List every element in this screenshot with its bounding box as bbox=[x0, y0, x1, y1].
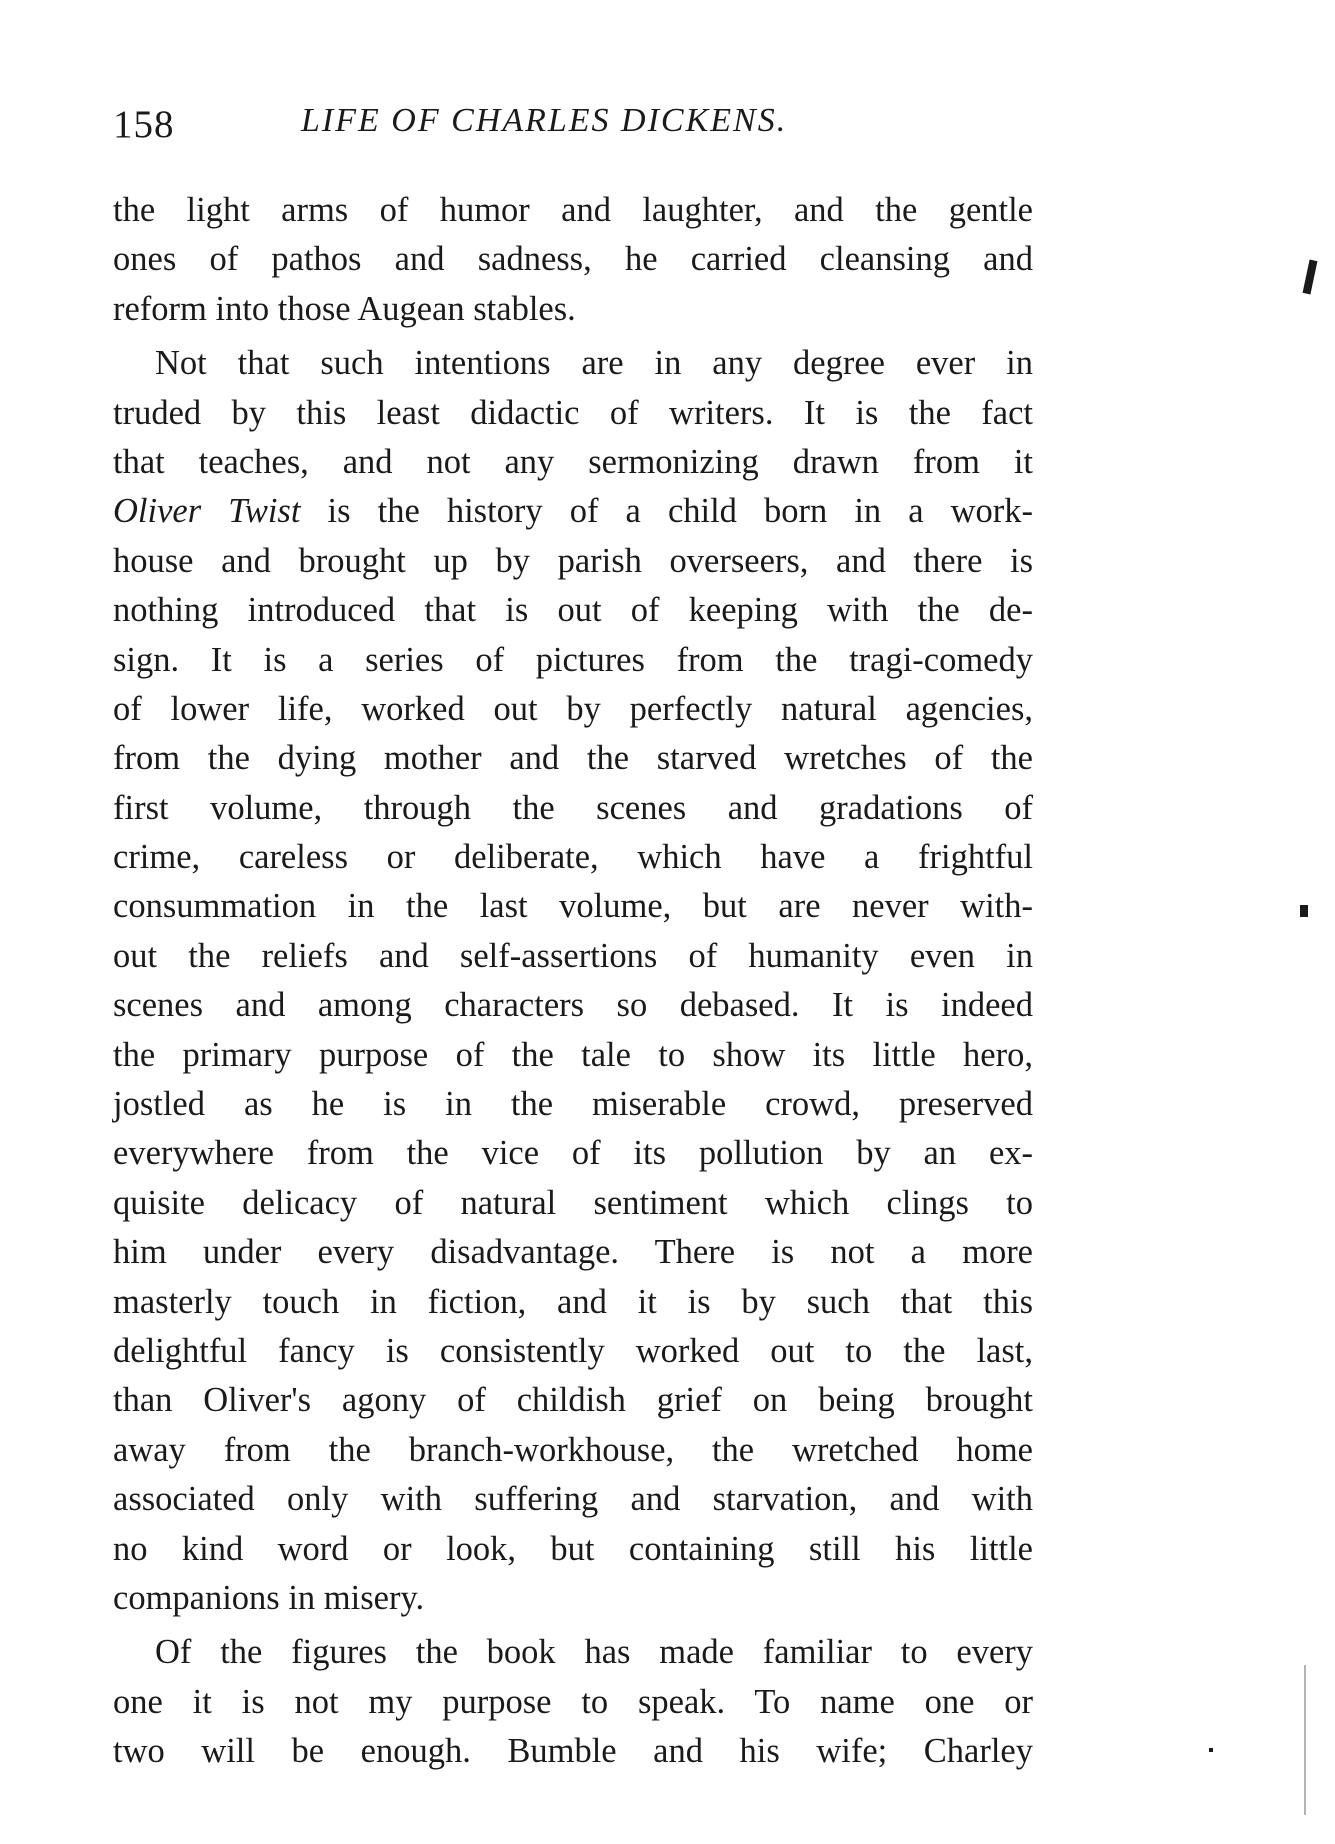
book-title-oliver-twist: Oliver Twist bbox=[113, 492, 301, 531]
text-line: than Oliver's agony of childish grief on being brought bbox=[113, 1381, 1033, 1420]
page-number: 158 bbox=[113, 103, 175, 146]
text-line: delightful fancy is consistently worked out to the last, bbox=[113, 1331, 1033, 1370]
paragraph-start-line: Of the figures the book has made familiar to every bbox=[155, 1633, 1033, 1672]
scan-mark bbox=[1300, 905, 1308, 917]
text-line: jostled as he is in the miserable crowd, preserved bbox=[113, 1085, 1033, 1124]
body-text bbox=[113, 186, 1033, 1777]
text-line: from the dying mother and the starved wretches of the bbox=[113, 739, 1033, 778]
text-line: first volume, through the scenes and gradations of bbox=[113, 788, 1033, 827]
text-line: consummation in the last volume, but are never with- bbox=[113, 887, 1033, 926]
paragraph-start-line: Not that such intentions are in any degree ever in bbox=[155, 344, 1033, 383]
text-line: that teaches, and not any sermonizing drawn from it bbox=[113, 442, 1033, 481]
text-line: nothing introduced that is out of keeping with the de- bbox=[113, 591, 1033, 630]
running-head bbox=[113, 102, 913, 162]
text-line: the primary purpose of the tale to show its little hero, bbox=[113, 1035, 1033, 1074]
text-line: out the reliefs and self-assertions of humanity even in bbox=[113, 936, 1033, 975]
text-line: reform into those Augean stables. bbox=[113, 289, 576, 328]
text-line-rest: is the history of a child born in a work- bbox=[327, 492, 1034, 531]
text-line: companions in misery. bbox=[113, 1578, 425, 1617]
text-line: him under every disadvantage. There is not a more bbox=[113, 1233, 1033, 1272]
text-line: ones of pathos and sadness, he carried cleansing and bbox=[113, 240, 1033, 279]
text-line: two will be enough. Bumble and his wife; Charley bbox=[113, 1732, 1033, 1771]
scan-mark bbox=[1303, 260, 1318, 295]
running-title: LIFE OF CHARLES DICKENS. bbox=[301, 102, 788, 139]
scan-mark bbox=[1209, 1748, 1213, 1752]
text-line: quisite delicacy of natural sentiment which clings to bbox=[113, 1183, 1033, 1222]
text-line: everywhere from the vice of its pollution by an ex- bbox=[113, 1134, 1033, 1173]
text-line: the light arms of humor and laughter, and the gentle bbox=[113, 191, 1033, 229]
text-line: truded by this least didactic of writers. It is the fact bbox=[113, 393, 1033, 432]
text-line: away from the branch-workhouse, the wretched home bbox=[113, 1430, 1033, 1469]
text-line: masterly touch in fiction, and it is by such that this bbox=[113, 1282, 1033, 1321]
text-line: house and brought up by parish overseers, and there is bbox=[113, 541, 1033, 580]
text-line: crime, careless or deliberate, which have a frightful bbox=[113, 838, 1033, 877]
text-line: associated only with suffering and starvation, and with bbox=[113, 1480, 1033, 1519]
text-line: of lower life, worked out by perfectly natural agencies, bbox=[113, 689, 1033, 728]
text-line: one it is not my purpose to speak. To name one or bbox=[113, 1682, 1033, 1721]
scan-edge-line bbox=[1304, 1665, 1306, 1815]
text-line bbox=[113, 487, 1033, 536]
text-line: sign. It is a series of pictures from the tragi-comedy bbox=[113, 640, 1033, 679]
text-line: scenes and among characters so debased. It is indeed bbox=[113, 986, 1033, 1025]
text-line: no kind word or look, but containing still his little bbox=[113, 1529, 1033, 1568]
